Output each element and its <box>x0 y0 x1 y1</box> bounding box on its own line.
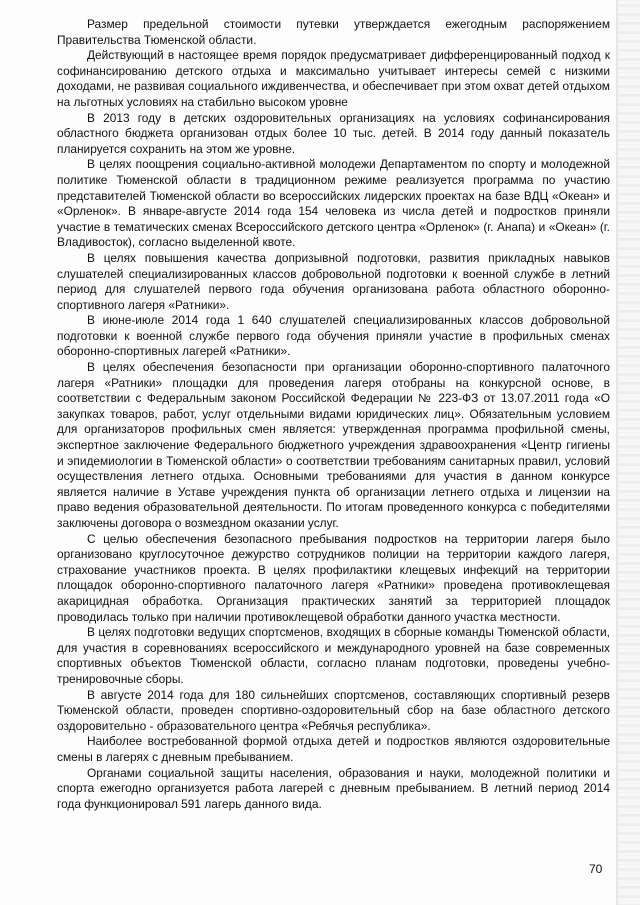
page-number: 70 <box>589 862 603 876</box>
paragraph-athlete-training: В целях подготовки ведущих спортсменов, входящих в сборные команды Тюменской области, для участия в соревнованиях всероссийского и международного уровней на базе современных спортивных объектов Тюменской области, согласно планам подготовки, проведены учебно-тренировочные сборы. <box>57 625 610 686</box>
paragraph-camp-safety: В целях обеспечения безопасности при организации оборонно-спортивного палаточного лагеря «Ратники» площадки для проведения лагеря отобраны на конкурсной основе, в соответствии с Федеральным законом Российской Федерации № 223-ФЗ от 13.07.2011 года «О закупках товаров, работ, услуг отдельными видами юридических лиц». Обязательным условием для организаторов профильных смен является: утвержденная программа профильной смены, экспертное заключение Федерального бюджетного учреждения здравоохранения «Центр гигиены и эпидемиологии в Тюменской области» о соответствии требованиям санитарных правил, условий осуществления летнего отдыха. Основными требованиями для участия в данном конкурсе является наличие в Уставе учреждения пункта об организации летнего отдыха и лицензии на право ведения образовательной деятельности. По итогам проведенного конкурса с победителями заключены договора о возмездном оказании услуг. <box>57 360 610 530</box>
paragraph-2013-results: В 2013 году в детских оздоровительных организациях на условиях софинансирования областного бюджета организован отдых более 10 тыс. детей. В 2014 году данный показатель планируется сохранить на этом же уровне. <box>57 110 610 156</box>
paragraph-cofinancing-order: Действующий в настоящее время порядок предусматривает дифференцированный подход к софинансированию детского отдыха и максимально учитывает интересы семей с низкими доходами, не развивая социального иждивенчества, и обеспечивает при этом охват детей отдыхом на льготных условиях на стабильно высоком уровне <box>57 48 610 109</box>
paragraph-voucher-cost: Размер предельной стоимости путевки утверждается ежегодным распоряжением Правительства Тюменской области. <box>57 17 610 47</box>
document-body <box>57 17 610 812</box>
paragraph-social-protection: Органами социальной защиты населения, образования и науки, молодежной политики и спорта ежегодно организуется работа лагерей с дневным пребыванием. В летний период 2014 года функционировал 591 лагерь данного вида. <box>57 765 610 811</box>
paragraph-ratniki-participants: В июне-июле 2014 года 1 640 слушателей специализированных классов добровольной подготовки к военной службе первого года обучения приняли участие в профильных сменах оборонно-спортивных лагерей «Ратники». <box>57 313 610 359</box>
paragraph-security-measures: С целью обеспечения безопасного пребывания подростков на территории лагеря было организовано круглосуточное дежурство сотрудников полиции на территории каждого лагеря, страхование участников проекта. В целях профилактики клещевых инфекций на территории площадок оборонно-спортивного палаточного лагеря «Ратники» проведена противоклещевая акарицидная обработка. Организация практических занятий за территорией площадок проводилась только при наличии противоклещевой обработки данного участка местности. <box>57 531 610 624</box>
paragraph-august-camp: В августе 2014 года для 180 сильнейших спортсменов, составляющих спортивный резерв Тюменской области, проведен спортивно-оздоровительный сбор на базе областного детского оздоровительно - образовательного центра «Ребячья республика». <box>57 687 610 733</box>
scan-edge-artifact <box>618 0 640 905</box>
paragraph-pre-conscription: В целях повышения качества допризывной подготовки, развития прикладных навыков слушателей специализированных классов добровольной подготовки к военной службе в летний период для слушателей первого года обучения организована работа областного оборонно-спортивного лагеря «Ратники». <box>57 250 610 312</box>
paragraph-youth-leadership: В целях поощрения социально-активной молодежи Департаментом по спорту и молодежной политике Тюменской области в традиционном режиме реализуется программа по участию представителей Тюменской области во всероссийских лидерских проектах на базе ВДЦ «Океан» и «Орленок». В январе-августе 2014 года 154 человека из числа детей и подростков приняли участие в тематических сменах Всероссийского детского центра «Орленок» (г. Анапа) и «Океан» (г. Владивосток), согласно выделенной квоте. <box>57 157 610 250</box>
paragraph-day-camps: Наиболее востребованной формой отдыха детей и подростков являются оздоровительные смены в лагерях с дневным пребыванием. <box>57 734 610 764</box>
